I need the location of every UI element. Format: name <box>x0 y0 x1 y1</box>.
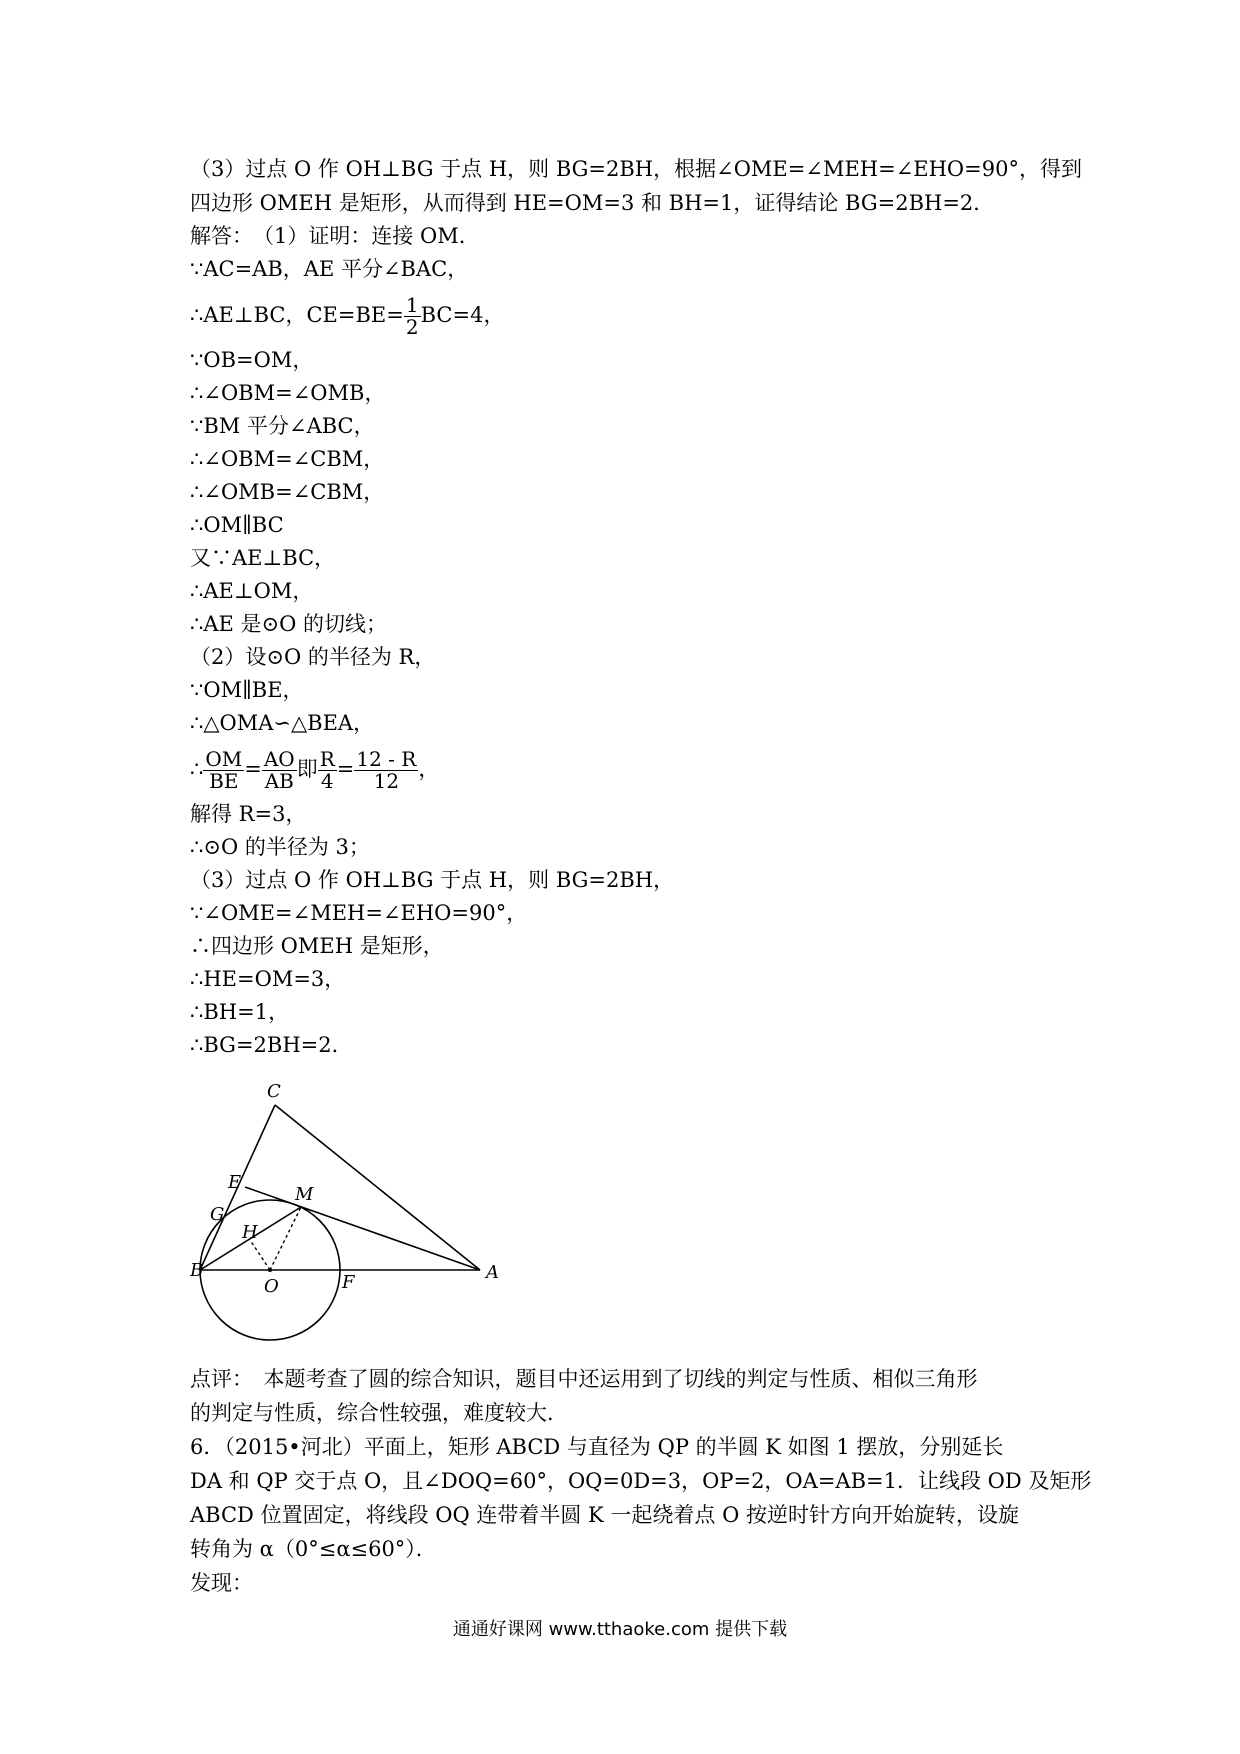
solution-heading: 解答： （1）证明：连接 OM． <box>190 224 480 248</box>
fraction-one-half <box>404 295 421 338</box>
fraction-denominator: 12 <box>373 769 400 793</box>
comment-line-1: 点评： 本题考查了圆的综合知识，题目中还运用到了切线的判定与性质、相似三角形 <box>190 1367 978 1391</box>
solution-line: ∵AC=AB，AE 平分∠BAC， <box>190 257 469 281</box>
geometry-diagram <box>190 1062 510 1362</box>
solution-line: ∴∠OBM=∠OMB， <box>190 381 386 405</box>
analysis-line-1: （3）过点 O 作 OH⊥BG 于点 H，则 BG=2BH，根据∠OME=∠MEH=∠EHO=90°，得到 <box>190 157 1082 181</box>
connector-word: 即 <box>296 757 318 781</box>
fraction-line-prefix: ∴ <box>190 757 204 781</box>
equals-sign: = <box>336 757 355 781</box>
label-e: E <box>228 1172 242 1193</box>
solution-line: ∴四边形 OMEH 是矩形， <box>190 934 444 958</box>
solution-line: （2）设⊙O 的半径为 R， <box>190 645 436 669</box>
solution-line: ∵OM∥BE， <box>190 678 304 702</box>
solution-line: ∴BH=1， <box>190 1000 290 1024</box>
label-f: F <box>342 1272 355 1293</box>
page-footer: 通通好课网 www.tthaoke.com 提供下载 <box>452 1619 788 1640</box>
fraction-12-minus-r <box>354 749 418 792</box>
solution-line: ∵BM 平分∠ABC， <box>190 414 375 438</box>
fraction-line-suffix: BC=4， <box>420 303 505 327</box>
segment-ae <box>245 1187 480 1270</box>
label-a: A <box>486 1262 499 1283</box>
geometry-figure <box>190 1062 1090 1362</box>
solution-line: ∴AE 是⊙O 的切线； <box>190 612 388 636</box>
fraction-line-ce-be <box>190 286 1090 344</box>
solution-line: ∴OM∥BC <box>190 513 284 537</box>
fraction-numerator: AO <box>263 747 295 771</box>
document-body <box>190 152 1090 1600</box>
solution-line: ∴∠OMB=∠CBM， <box>190 480 385 504</box>
fraction-denominator: 4 <box>320 769 334 793</box>
fraction-line-suffix: ， <box>418 757 440 781</box>
fraction-line-proportion <box>190 740 1090 798</box>
problem-line-4: 转角为 α（0°≤α≤60°）． <box>190 1537 437 1561</box>
label-c: C <box>267 1081 281 1102</box>
segment-oh-dotted <box>250 1240 270 1270</box>
fraction-numerator: 1 <box>405 293 419 317</box>
fraction-om-be <box>203 749 244 792</box>
fraction-denominator: AB <box>264 769 294 793</box>
problem-line-3: ABCD 位置固定，将线段 OQ 连带着半圆 K 一起绕着点 O 按逆时针方向开始旋转，设旋 <box>190 1503 1019 1527</box>
point-o <box>268 1268 272 1272</box>
fraction-numerator: 12 - R <box>356 747 417 771</box>
solution-line: ∴△OMA∽△BEA， <box>190 711 375 735</box>
label-g: G <box>210 1204 225 1225</box>
solution-line: 解得 R=3， <box>190 802 307 826</box>
fraction-denominator: 2 <box>405 315 419 339</box>
solution-line: 又∵AE⊥BC， <box>190 546 336 570</box>
solution-line: ∴HE=OM=3， <box>190 967 346 991</box>
fraction-line-prefix: ∴AE⊥BC，CE=BE= <box>190 303 404 327</box>
solution-line: ∴⊙O 的半径为 3； <box>190 835 370 859</box>
fraction-numerator: OM <box>205 747 243 771</box>
problem-line-1: 6．（2015•河北）平面上，矩形 ABCD 与直径为 QP 的半圆 K 如图 1 摆放，分别延长 <box>190 1435 1004 1459</box>
label-h: H <box>242 1222 258 1243</box>
problem-line-2: DA 和 QP 交于点 O，且∠DOQ=60°，OQ=0D=3，OP=2，OA=AB=1．让线段 OD 及矩形 <box>190 1469 1092 1493</box>
solution-line: ∴BG=2BH=2． <box>190 1033 353 1057</box>
comment-line-2: 的判定与性质，综合性较强，难度较大． <box>190 1401 568 1425</box>
label-o: O <box>264 1276 279 1297</box>
analysis-line-2: 四边形 OMEH 是矩形，从而得到 HE=OM=3 和 BH=1，证得结论 BG=2BH=2． <box>190 191 995 215</box>
label-b: B <box>190 1260 204 1281</box>
label-m: M <box>295 1184 314 1205</box>
problem-line-5: 发现： <box>190 1571 253 1595</box>
equals-sign: = <box>244 757 262 781</box>
solution-line: ∴AE⊥OM， <box>190 579 314 603</box>
fraction-numerator: R <box>319 747 335 771</box>
fraction-denominator: BE <box>209 769 239 793</box>
solution-line: ∵OB=OM， <box>190 348 314 372</box>
fraction-r-4 <box>318 749 337 792</box>
solution-line: ∴∠OBM=∠CBM， <box>190 447 385 471</box>
fraction-ao-ab <box>262 749 297 792</box>
solution-line: （3）过点 O 作 OH⊥BG 于点 H，则 BG=2BH， <box>190 868 675 892</box>
solution-line: ∵∠OME=∠MEH=∠EHO=90°， <box>190 901 528 925</box>
